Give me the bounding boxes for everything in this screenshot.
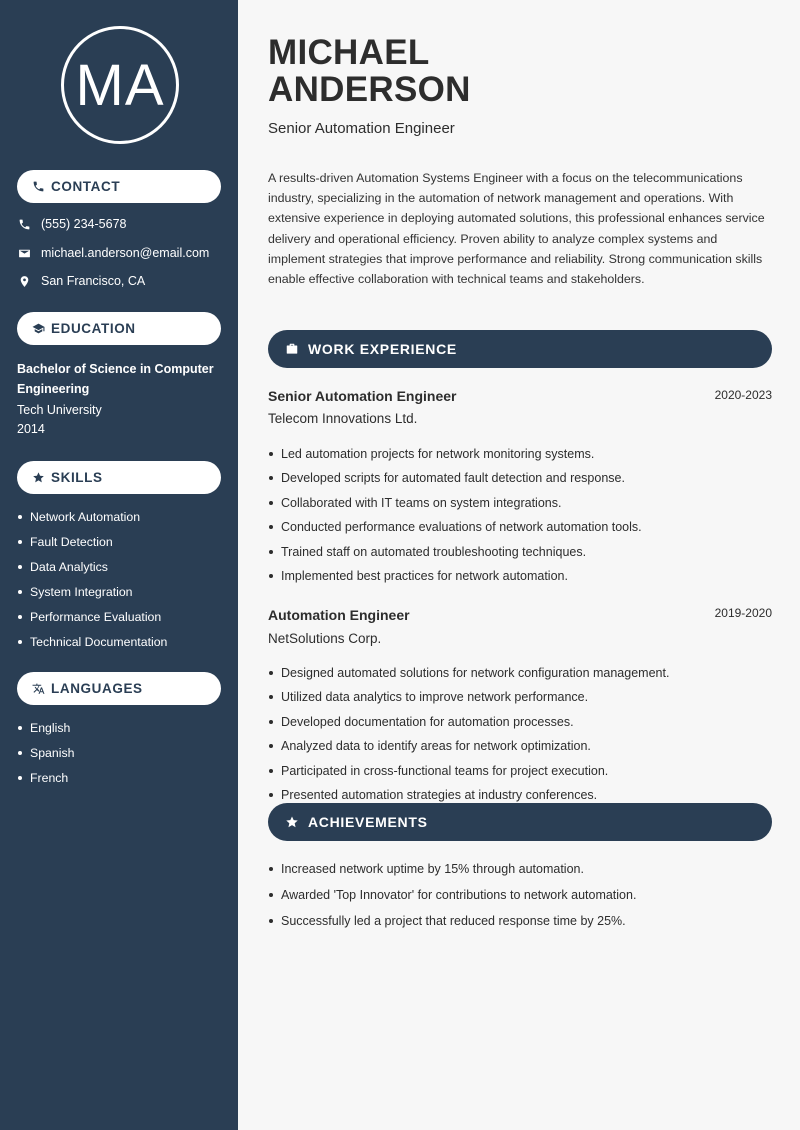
achievements-list (268, 861, 772, 938)
contact-heading-label: CONTACT (51, 179, 121, 194)
job-bullet: Trained staff on automated troubleshooting techniques. (268, 544, 772, 568)
language-item: English (17, 720, 74, 745)
education-heading-label: EDUCATION (51, 321, 136, 336)
education-school: Tech University (17, 403, 102, 417)
contact-email-text: michael.anderson@email.com (41, 246, 210, 260)
job-dates: 2020-2023 (714, 388, 772, 402)
job-company: NetSolutions Corp. (268, 631, 382, 646)
last-name: ANDERSON (268, 70, 471, 109)
translate-icon (31, 682, 45, 696)
job-bullet: Led automation projects for network monitoring systems. (268, 446, 772, 470)
job-company: Telecom Innovations Ltd. (268, 411, 418, 426)
language-item: French (17, 770, 74, 795)
contact-location (17, 274, 145, 288)
job-bullets (268, 446, 772, 592)
job-bullets (268, 665, 772, 811)
job-title: Senior Automation Engineer (268, 388, 457, 404)
work-experience-heading-label: WORK EXPERIENCE (308, 341, 457, 357)
languages-list (17, 720, 74, 795)
education-heading (17, 312, 221, 345)
job-bullet: Utilized data analytics to improve network performance. (268, 689, 772, 713)
job-bullet: Analyzed data to identify areas for network optimization. (268, 738, 772, 762)
skills-heading (17, 461, 221, 494)
job-bullet: Implemented best practices for network automation. (268, 568, 772, 592)
job-bullet: Presented automation strategies at industry conferences. (268, 787, 772, 811)
language-item: Spanish (17, 745, 74, 770)
education-degree: Bachelor of Science in Computer Engineering (17, 362, 214, 396)
contact-phone[interactable] (17, 217, 126, 231)
contact-location-text: San Francisco, CA (41, 274, 146, 288)
job-bullet: Collaborated with IT teams on system integrations. (268, 495, 772, 519)
achievement-item: Successfully led a project that reduced response time by 25%. (268, 913, 772, 939)
skill-item: Fault Detection (17, 534, 167, 559)
job-bullet: Developed scripts for automated fault detection and response. (268, 470, 772, 494)
location-pin-icon (17, 274, 31, 288)
star-icon (31, 471, 45, 485)
job-bullet: Designed automated solutions for network configuration management. (268, 665, 772, 689)
phone-icon (17, 217, 31, 231)
education-year: 2014 (17, 422, 45, 436)
job-bullet: Participated in cross-functional teams for project execution. (268, 763, 772, 787)
achievement-item: Awarded 'Top Innovator' for contributions to network automation. (268, 887, 772, 913)
skill-item: Technical Documentation (17, 634, 167, 659)
profile-summary: A results-driven Automation Systems Engineer with a focus on the telecommunications industry, specializing in the automation of network management and operations. With extensive experience in deploying automated solutions, this professional enhances service delivery and operational efficiency. Proven ability to analyze complex systems and implement strategies that improve performance and reliability. Strong communication skills enable effective collaboration with technical teams and stakeholders. (268, 171, 765, 287)
job-dates: 2019-2020 (714, 606, 772, 620)
skill-item: Network Automation (17, 509, 167, 534)
phone-icon (31, 180, 45, 194)
achievements-heading-label: ACHIEVEMENTS (308, 814, 428, 830)
job-title: Automation Engineer (268, 607, 410, 623)
star-icon (285, 815, 299, 829)
graduation-cap-icon (31, 322, 45, 336)
monogram-avatar: MA (61, 26, 179, 144)
work-experience-heading (268, 330, 772, 368)
languages-heading (17, 672, 221, 705)
skills-heading-label: SKILLS (51, 470, 103, 485)
skills-list (17, 509, 167, 659)
sidebar (0, 0, 238, 1130)
contact-email[interactable] (17, 246, 209, 260)
briefcase-icon (285, 342, 299, 356)
skill-item: Data Analytics (17, 559, 167, 584)
skill-item: System Integration (17, 584, 167, 609)
first-name: MICHAEL (268, 33, 430, 72)
envelope-icon (17, 246, 31, 260)
languages-heading-label: LANGUAGES (51, 681, 143, 696)
contact-phone-text: (555) 234-5678 (41, 217, 127, 231)
candidate-title: Senior Automation Engineer (268, 120, 455, 137)
job-bullet: Developed documentation for automation processes. (268, 714, 772, 738)
skill-item: Performance Evaluation (17, 609, 167, 634)
candidate-name (268, 34, 471, 108)
achievements-heading (268, 803, 772, 841)
contact-heading (17, 170, 221, 203)
job-bullet: Conducted performance evaluations of network automation tools. (268, 519, 772, 543)
achievement-item: Increased network uptime by 15% through automation. (268, 861, 772, 887)
